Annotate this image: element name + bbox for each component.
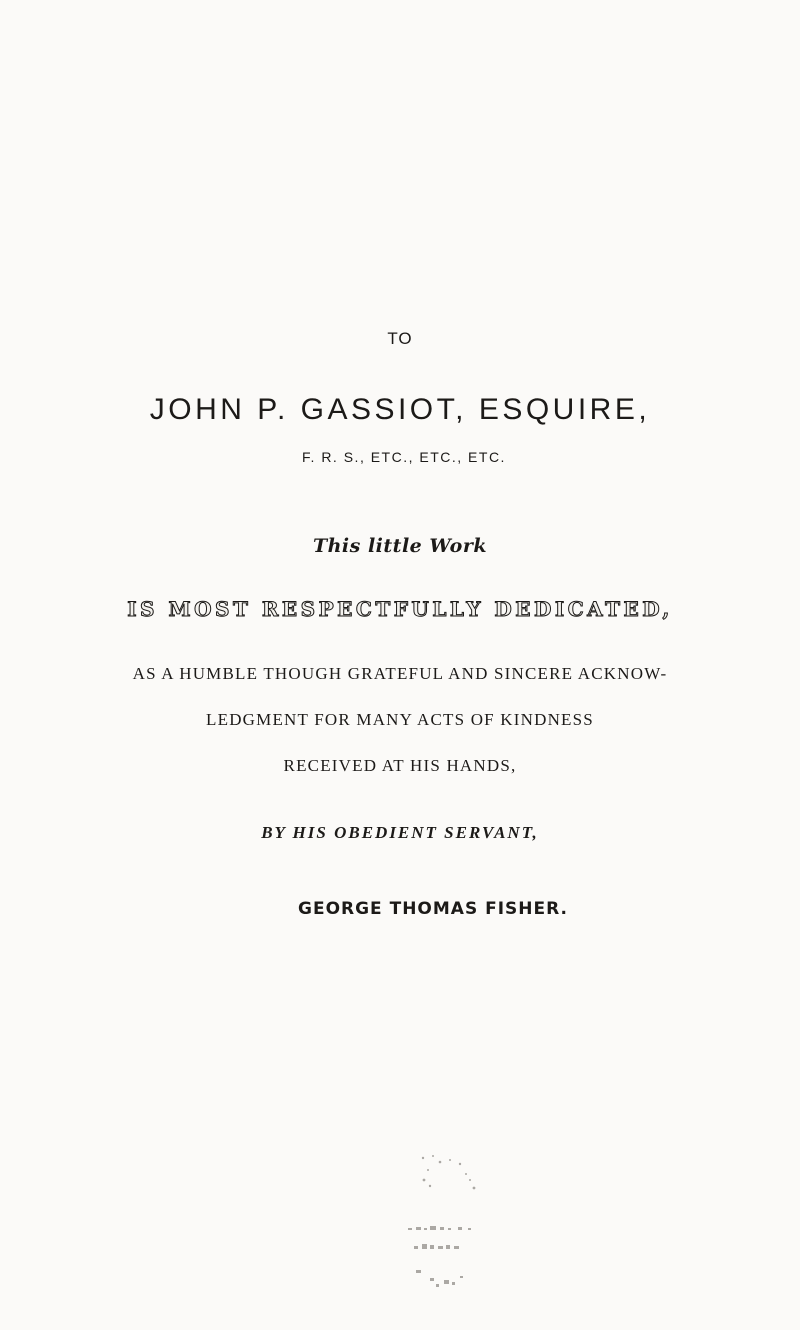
work-line: This little Work <box>312 535 488 557</box>
faded-library-stamp-icon <box>378 1150 528 1330</box>
to-heading: TO <box>387 329 413 348</box>
acknowledgment-line-3: RECEIVED AT HIS HANDS, <box>283 756 517 775</box>
dedicatee-name: JOHN P. GASSIOT, ESQUIRE, <box>149 393 651 426</box>
acknowledgment-line-2: LEDGMENT FOR MANY ACTS OF KINDNESS <box>206 710 594 729</box>
dedicated-line: IS MOST RESPECTFULLY DEDICATED, <box>127 597 673 621</box>
acknowledgment-line-1: AS A HUMBLE THOUGH GRATEFUL AND SINCERE ACKNOW- <box>132 664 668 683</box>
closing-line: BY HIS OBEDIENT SERVANT, <box>261 823 539 842</box>
dedicatee-credentials: F. R. S., ETC., ETC., ETC. <box>302 449 506 465</box>
author-name: GEORGE THOMAS FISHER. <box>298 899 568 919</box>
